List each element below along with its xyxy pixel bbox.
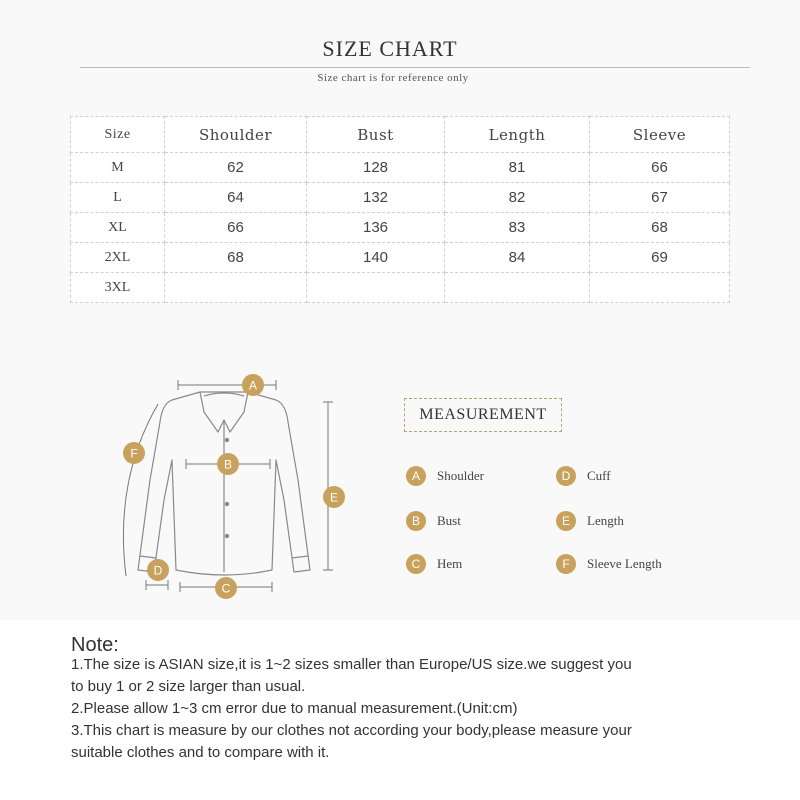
legend-item-length bbox=[556, 510, 624, 532]
sleeve-cell: 66 bbox=[590, 153, 730, 183]
table-row bbox=[71, 273, 730, 303]
legend-badge: E bbox=[556, 511, 576, 531]
table-row bbox=[71, 243, 730, 273]
shoulder-cell: 62 bbox=[165, 153, 307, 183]
legend-badge: B bbox=[406, 511, 426, 531]
note-heading: Note: bbox=[71, 634, 119, 656]
legend-item-shoulder bbox=[406, 465, 484, 487]
measurement-heading: MEASUREMENT bbox=[404, 398, 562, 432]
sleeve-cell: 68 bbox=[590, 213, 730, 243]
size-table bbox=[70, 116, 730, 303]
legend-item-hem bbox=[406, 553, 462, 575]
legend-label: Sleeve Length bbox=[587, 556, 662, 571]
svg-text:E: E bbox=[329, 490, 339, 505]
shirt-outline-icon bbox=[138, 392, 310, 575]
legend-badge: D bbox=[556, 466, 576, 486]
legend-label: Shoulder bbox=[437, 468, 484, 483]
length-cell: 81 bbox=[445, 153, 590, 183]
marker-f bbox=[123, 442, 145, 464]
shirt-buttons bbox=[225, 438, 229, 538]
sleeve-cell: 67 bbox=[590, 183, 730, 213]
column-header-bust: Bust bbox=[307, 117, 445, 153]
marker-e bbox=[323, 486, 345, 508]
bust-cell: 128 bbox=[307, 153, 445, 183]
length-cell: 82 bbox=[445, 183, 590, 213]
table-row bbox=[71, 213, 730, 243]
table-header-row bbox=[71, 117, 730, 153]
length-cell: 83 bbox=[445, 213, 590, 243]
marker-b bbox=[217, 453, 239, 475]
svg-text:F: F bbox=[130, 446, 138, 461]
legend-item-bust bbox=[406, 510, 461, 532]
column-header-length: Length bbox=[445, 117, 590, 153]
note-line: to buy 1 or 2 size larger than usual. bbox=[71, 678, 306, 695]
shoulder-cell bbox=[165, 273, 307, 303]
note-line: 2.Please allow 1~3 cm error due to manual measurement.(Unit:cm) bbox=[71, 700, 518, 717]
column-header-sleeve: Sleeve bbox=[590, 117, 730, 153]
size-cell: 2XL bbox=[71, 243, 165, 273]
shoulder-cell: 68 bbox=[165, 243, 307, 273]
length-cell: 84 bbox=[445, 243, 590, 273]
bust-cell: 140 bbox=[307, 243, 445, 273]
sleeve-cell: 69 bbox=[590, 243, 730, 273]
size-cell: M bbox=[71, 153, 165, 183]
table-row bbox=[71, 183, 730, 213]
legend-label: Hem bbox=[437, 556, 463, 571]
legend-badge: C bbox=[406, 554, 426, 574]
note-line: 3.This chart is measure by our clothes not according your body,please measure your bbox=[71, 722, 632, 739]
note-line: suitable clothes and to compare with it. bbox=[71, 744, 330, 761]
note-line: 1.The size is ASIAN size,it is 1~2 sizes smaller than Europe/US size.we suggest you bbox=[71, 656, 632, 673]
svg-text:A: A bbox=[248, 378, 258, 393]
legend-label: Bust bbox=[437, 513, 461, 528]
page-subtitle: Size chart is for reference only bbox=[317, 72, 469, 84]
legend-badge: A bbox=[406, 466, 426, 486]
legend-item-cuff bbox=[556, 465, 611, 487]
legend-item-sleeve-length bbox=[556, 553, 662, 575]
shoulder-cell: 64 bbox=[165, 183, 307, 213]
svg-text:C: C bbox=[221, 581, 231, 596]
length-cell bbox=[445, 273, 590, 303]
column-header-size: Size bbox=[71, 117, 165, 153]
marker-a bbox=[242, 374, 264, 396]
shirt-diagram bbox=[100, 360, 380, 610]
marker-c bbox=[215, 577, 237, 599]
page-title: SIZE CHART bbox=[322, 36, 458, 61]
svg-text:D: D bbox=[153, 563, 163, 578]
sleeve-cell bbox=[590, 273, 730, 303]
bust-cell: 136 bbox=[307, 213, 445, 243]
legend-label: Length bbox=[587, 513, 624, 528]
table-row bbox=[71, 153, 730, 183]
bust-cell bbox=[307, 273, 445, 303]
marker-d bbox=[147, 559, 169, 581]
size-cell: L bbox=[71, 183, 165, 213]
legend-badge: F bbox=[556, 554, 576, 574]
shoulder-cell: 66 bbox=[165, 213, 307, 243]
svg-text:B: B bbox=[223, 457, 233, 472]
legend-label: Cuff bbox=[587, 468, 611, 483]
bust-cell: 132 bbox=[307, 183, 445, 213]
title-divider bbox=[80, 67, 750, 68]
column-header-shoulder: Shoulder bbox=[165, 117, 307, 153]
size-cell: XL bbox=[71, 213, 165, 243]
size-cell: 3XL bbox=[71, 273, 165, 303]
